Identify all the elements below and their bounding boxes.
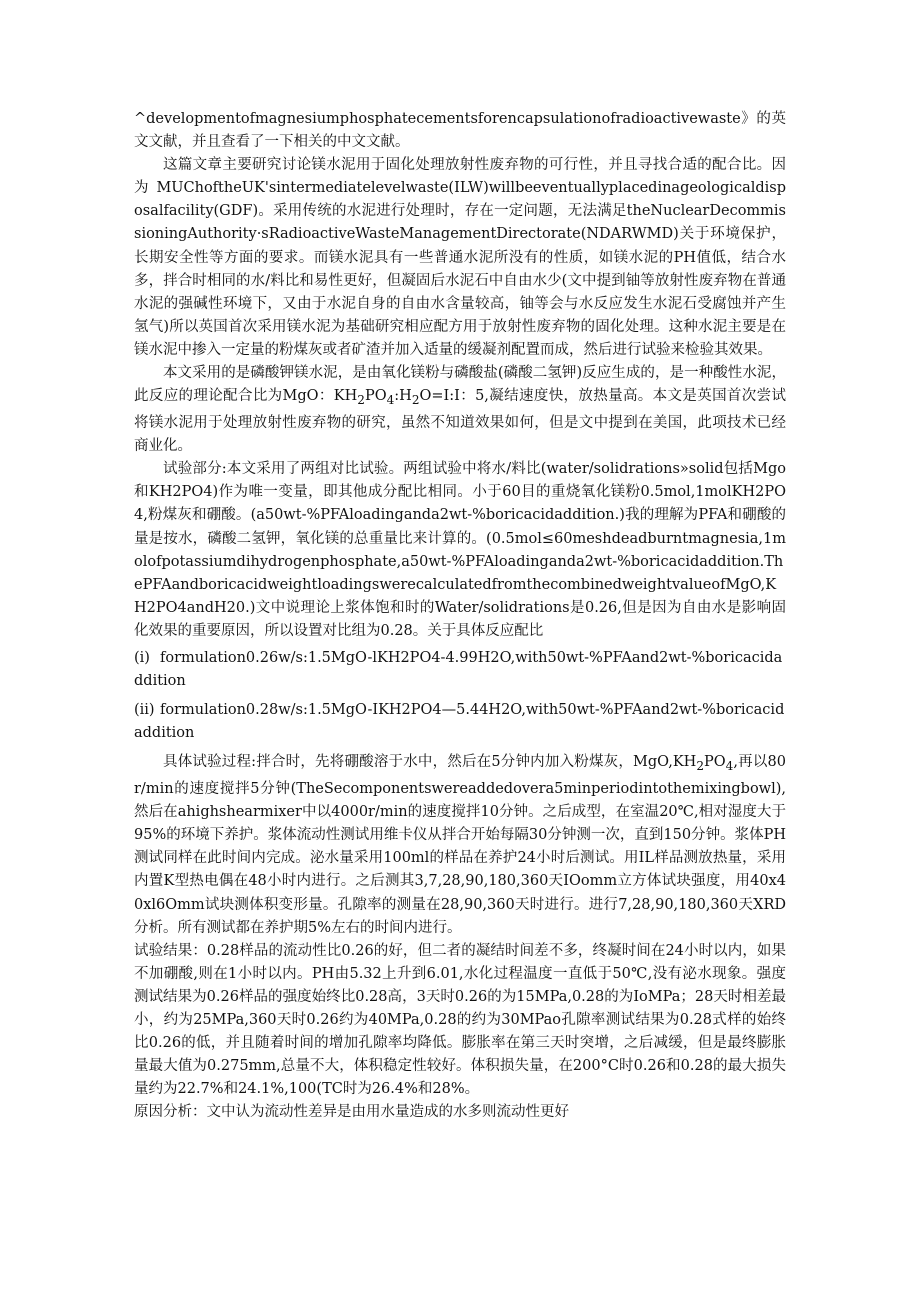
text-span: :H [394,388,412,405]
formulation-number: (ii) [134,702,155,719]
paragraph-experiment-section: 试验部分:本文采用了两组对比试验。两组试验中将水/料比(water/solidrations»solid包括Mgo和KH2PO4)作为唯一变量，即其他成分配比相同。小于60目的重烧氧化镁粉0.5mol,1molKH2PO4,粉煤灰和硼酸。(a50wt-%PFAloadinganda2wt-%boricacidaddition.)我的理解为PFA和硼酸的量是按水，磷酸二氢钾，氧化镁的总重量比来计算的。(0.5mol≤60meshdeadburntmagnesia,1molofpotassiumdihydrogenphosphate,a50wt-%PFAloadinganda2wt-%boricacidaddition.ThePFAandboricacidweightloadingswerecalculatedfromthecombinedweightvalueofMgO,KH2PO4andH20.)文中说理论上浆体饱和时的Water/solidrations是0.26,但是因为自由水是影响固化效果的重要原因，所以设置对比组为0.28。关于具体反应配比 [134,461,786,639]
formulation-text: formulation0.28w/s:1.5MgO-IKH2PO4—5.44H2O,with50wt-%PFAand2wt-%boricacidaddition [134,702,785,742]
paragraph-reference: ^developmentofmagnesiumphosphatecementsforencapsulationofradioactivewaste》的英文文献，并且查看了一下相关的中文文献。 [134,111,786,151]
subscript: 2 [696,758,704,773]
subscript: 2 [411,393,420,408]
text-span: PO [704,754,726,771]
subscript: 2 [357,393,365,408]
paragraph-introduction: 这篇文章主要研究讨论镁水泥用于固化处理放射性废弃物的可行性，并且寻找合适的配合比。因为MUChoftheUK'sintermediatelevelwaste(ILW)willbeeventuallyplacedinageologicaldisposalfacility(GDF)。采用传统的水泥进行处理时，存在一定问题，无法满足theNuclearDecommissioningAuthority·sRadioactiveWasteManagementDirectorate(NDARWMD)关于环境保护，长期安全性等方面的要求。而镁水泥具有一些普通水泥所没有的性质，如镁水泥的PH值低，结合水多，拌合时相同的水/料比和易性更好，但凝固后水泥石中自由水少(文中提到铀等放射性废弃物在普通水泥的强碱性环境下，又由于水泥自身的自由水含量较高，铀等会与水反应发生水泥石受腐蚀并产生氢气)所以英国首次采用镁水泥为基础研究相应配方用于放射性废弃物的固化处理。这种水泥主要是在镁水泥中掺入一定量的粉煤灰或者矿渣并加入适量的缓凝剂配置而成，然后进行试验来检验其效果。 [134,157,786,358]
formulation-item [134,699,786,745]
subscript: 4 [725,758,734,773]
paragraph-analysis: 原因分析：文中认为流动性差异是由用水量造成的水多则流动性更好 [134,1104,569,1121]
text-span: 具体试验过程:拌合时，先将硼酸溶于水中，然后在5分钟内加入粉煤灰，MgO,KH [163,754,697,771]
text-span: 本文采用的是磷酸钾镁水泥，是由氧化镁粉与磷酸盐(磷酸二氢钾)反应生成的，是一种酸性水泥，此反应的理论配合比为MgO：KH [134,365,786,405]
text-span: PO [364,388,387,405]
paragraph-results: 试验结果：0.28样品的流动性比0.26的好，但二者的凝结时间差不多，终凝时间在24小时以内，如果不加硼酸,则在1小时以内。PH由5.32上升到6.01,水化过程温度一直低于50℃,没有泌水现象。强度测试结果为0.26样品的强度始终比0.28高，3天时0.26的为15MPa,0.28的为IoMPa；28天时相差最小，约为25MPa,360天时0.26约为40MPa,0.28的约为30MPao孔隙率测试结果为0.28式样的始终比0.26的低，并且随着时间的增加孔隙率均降低。膨胀率在第三天时突增，之后减缓，但是最终膨胀量最大值为0.275mm,总量不大，体积稳定性较好。体积损失量，在200°C时0.26和0.28的最大损失量约为22.7%和24.1%,100(TC时为26.4%和28%。 [134,942,787,1098]
formulation-text: formulation0.26w/s:1.5MgO-lKH2PO4-4.99H2O,with50wt-%PFAand2wt-%boricacidaddition [134,650,783,690]
formulation-number: (i) [134,650,150,667]
subscript: 4 [386,393,395,408]
paragraph-procedure [134,751,786,940]
formulation-item [134,647,786,693]
text-span: O=I:I：5,凝结速度快，放热量高。本文是英国首次尝试将镁水泥用于处理放射性废弃物的研究，虽然不知道效果如何，但是文中提到在美国，此项技术已经商业化。 [134,388,786,455]
paragraph-cement-type [134,362,786,458]
document-body [134,108,786,1124]
text-span: ,再以80r/min的速度搅拌5分钟(TheSecomponentswereaddedovera5minperiodintothemixingbowl),然后在ahighshearmixer中以4000r/min的速度搅拌10分钟。之后成型，在室温20℃,相对湿度大于95%的环境下养护。浆体流动性测试用维卡仪从拌合开始每隔30分钟测一次，直到150分钟。浆体PH测试同样在此时间内完成。泌水量采用100ml的样品在养护24小时后测试。用IL样品测放热量，采用内置K型热电偶在48小时内进行。之后测其3,7,28,90,180,360天IOomm立方体试块强度，用40x40xl6Omm试块测体积变形量。孔隙率的测量在28,90,360天时进行。进行7,28,90,180,360天XRD分析。所有测试都在养护期5%左右的时间内进行。 [134,754,786,936]
